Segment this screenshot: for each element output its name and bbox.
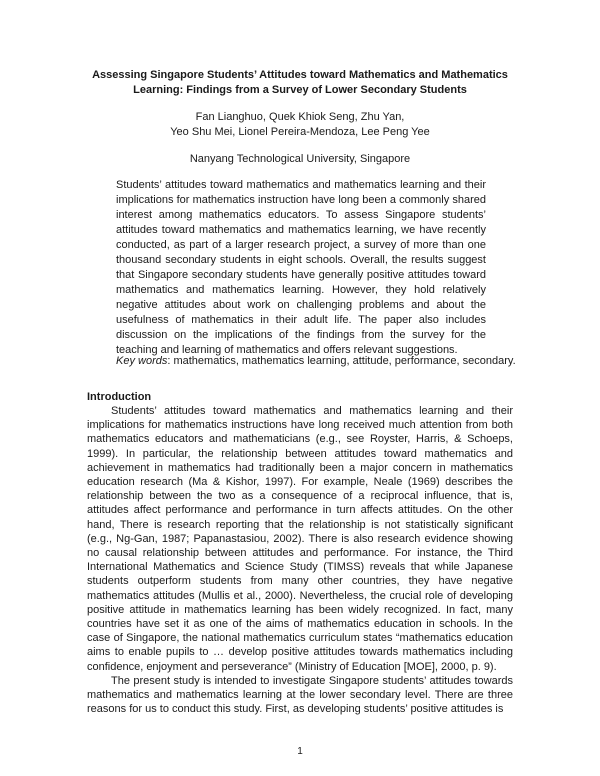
- authors-line-2: Yeo Shu Mei, Lionel Pereira-Mendoza, Lee Peng Yee: [170, 126, 430, 138]
- introduction-heading: Introduction: [87, 391, 152, 403]
- keywords-label: Key words: [116, 355, 168, 367]
- page-number: 1: [297, 746, 303, 757]
- keywords: [116, 354, 536, 369]
- title-line-1: Assessing Singapore Students’ Attitudes toward Mathematics and Mathematics: [92, 69, 508, 81]
- author-list: [60, 110, 540, 140]
- introduction-paragraph-1: Students’ attitudes toward mathematics and mathematics learning and their implications for mathematics instructions have long received much attention from both mathematics educators and mathematicians (e.g., see Royster, Harris, & Schoeps, 1999). In particular, the relationship between attitudes toward mathematics and achievement in mathematics had traditionally been a major concern in mathematics education research (Ma & Kishor, 1997). For example, Neale (1969) describes the relationship between the two as a consequence of a reciprocal influence, that is, attitudes affect performance and performance in turn affects attitudes. On the other hand, There is research reporting that the relationship is not statistically significant (e.g., Ng-Gan, 1987; Papanastasiou, 2002). There is also research evidence showing no causal relationship between attitudes and performance. For instance, the Third International Mathematics and Science Study (TIMSS) reveals that while Japanese students outperform students from many other countries, they have negative mathematics attitudes (Mullis et al., 2000). Nevertheless, the crucial role of developing positive attitude in mathematics learning has been widely recognized. In fact, many countries have set it as one of the aims of mathematics education in schools. In the case of Singapore, the national mathematics curriculum states “mathematics education aims to enable pupils to … develop positive attitudes towards mathematics including confidence, enjoyment and perseverance” (Ministry of Education [MOE], 2000, p. 9).: [87, 405, 513, 673]
- authors-line-1: Fan Lianghuo, Quek Khiok Seng, Zhu Yan,: [195, 111, 405, 123]
- introduction-body: [87, 404, 513, 716]
- introduction-paragraph-2: The present study is intended to investigate Singapore students’ attitudes towards mathematics and mathematics learning at the lower secondary level. There are three reasons for us to conduct this study. First, as developing students’ positive attitudes is: [87, 674, 513, 716]
- title-line-2: Learning: Findings from a Survey of Lower Secondary Students: [133, 84, 467, 96]
- keywords-text: : mathematics, mathematics learning, attitude, performance, secondary.: [167, 355, 516, 367]
- affiliation: Nanyang Technological University, Singapore: [189, 153, 411, 165]
- abstract: Students’ attitudes toward mathematics and mathematics learning and their implications for mathematics instruction have long been a commonly shared interest among mathematics educators. To assess Singapore students’ attitudes toward mathematics and mathematics learning, we have recently conducted, as part of a larger research project, a survey of more than one thousand secondary students in eight schools. Overall, the results suggest that Singapore secondary students have generally positive attitudes toward mathematics and mathematics learning. However, they hold relatively negative attitudes about work on challenging problems and about the usefulness of mathematics in their adult life. The paper also includes discussion on the implications of the findings from the survey for the teaching and learning of mathematics and offers relevant suggestions.: [116, 179, 486, 356]
- paper-title: [60, 68, 540, 98]
